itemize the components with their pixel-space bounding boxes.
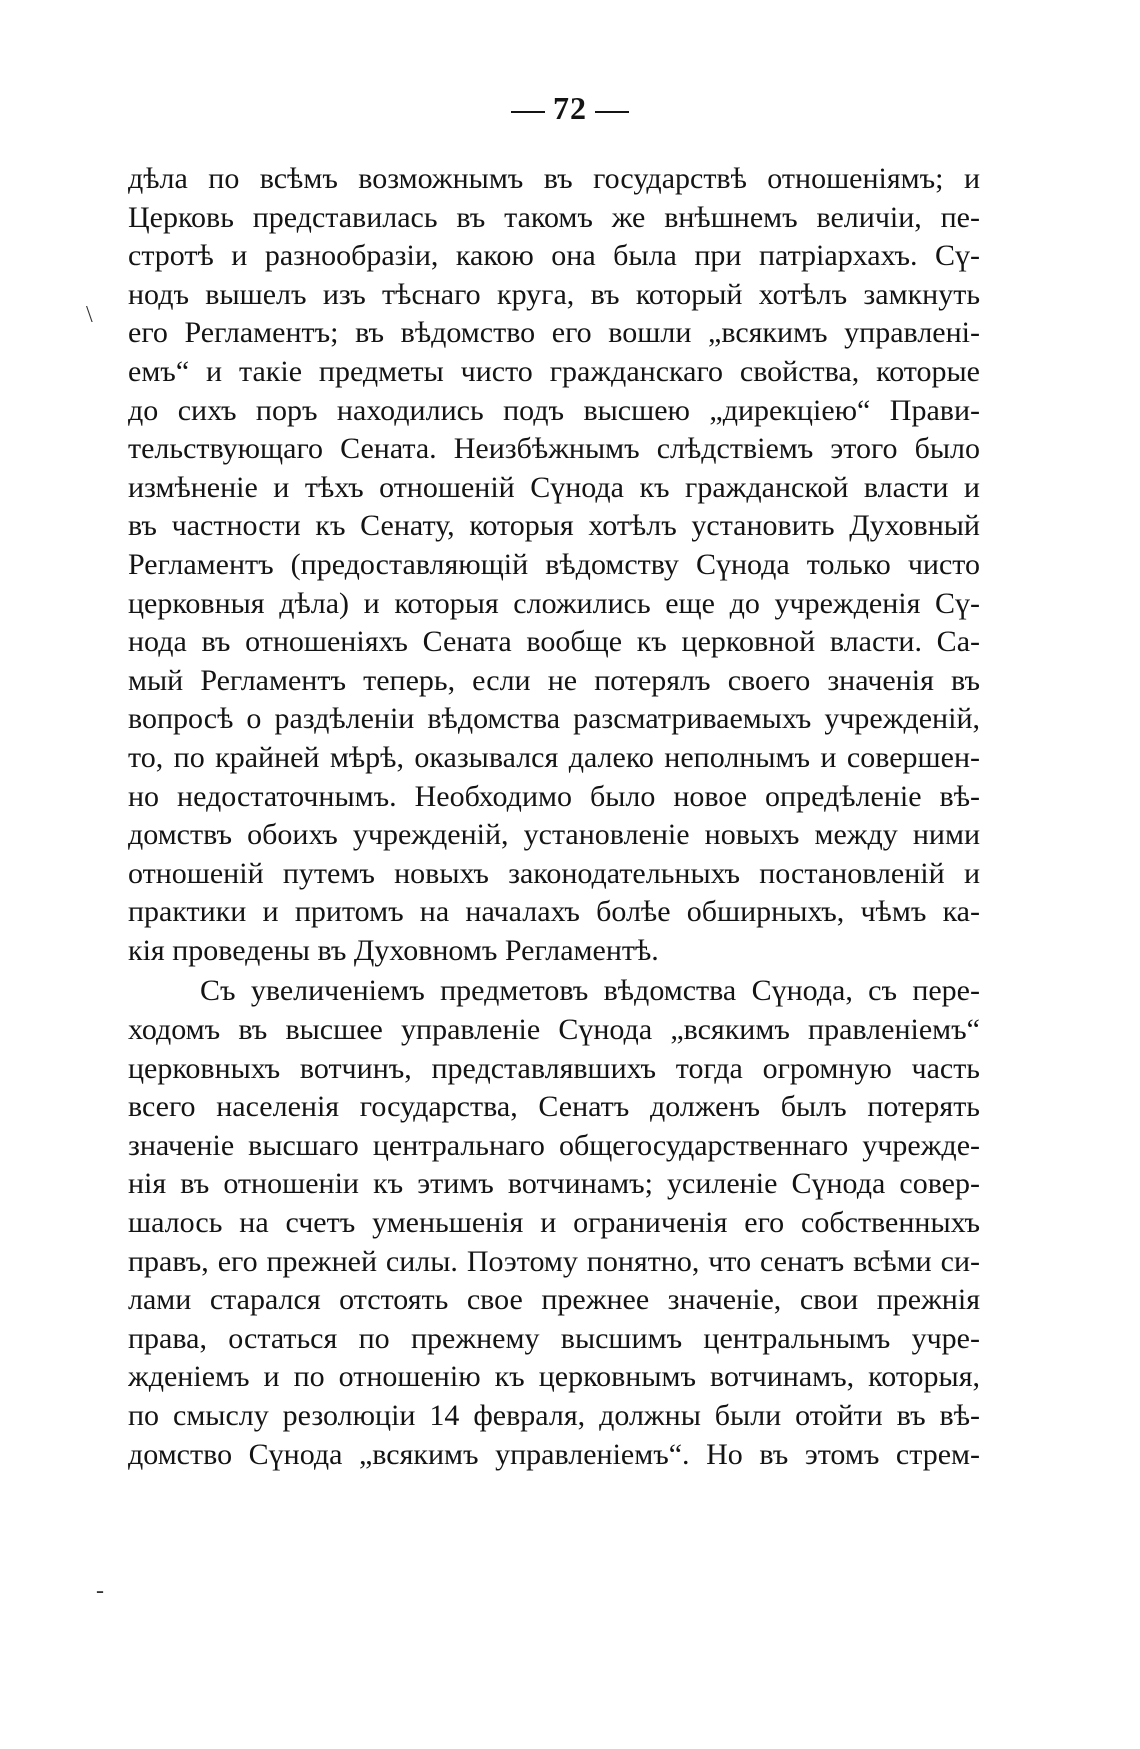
text-line: тельствующаго Сената. Неизбѣжнымъ слѣдствіемъ этого было (128, 432, 980, 466)
text-line: ходомъ въ высшее управленіе Сүнода „всякимъ правленіемъ“ (128, 1013, 980, 1047)
text-line: дѣла по всѣмъ возможнымъ въ государствѣ отношеніямъ; и (128, 162, 980, 195)
text-line: правъ, его прежней силы. Поэтому понятно, что сенатъ всѣми си- (128, 1244, 980, 1278)
text-line: вопросѣ о раздѣленіи вѣдомства разсматриваемыхъ учрежденій, (128, 702, 980, 736)
text-line: то, по крайней мѣрѣ, оказывался далеко неполнымъ и совершен- (128, 740, 980, 774)
right-dash (595, 111, 629, 113)
text-line: домствъ обоихъ учрежденій, установленіе новыхъ между ними (128, 818, 980, 852)
text-line: церковныхъ вотчинъ, представлявшихъ тогда огромную часть (128, 1051, 980, 1085)
text-line: права, остаться по прежнему высшимъ центральнымъ учре- (128, 1321, 980, 1355)
text-line: кія проведены въ Духовномъ Регламентѣ. (128, 933, 659, 967)
text-line: по смыслу резолюціи 14 февраля, должны были отойти въ вѣ- (128, 1399, 980, 1432)
text-line: нія въ отношеніи къ этимъ вотчинамъ; усиленіе Сүнода совер- (128, 1167, 980, 1201)
text-line: нода въ отношеніяхъ Сената вообще къ церковной власти. Са- (128, 625, 980, 659)
text-line: всего населенія государства, Сенатъ долженъ былъ потерять (128, 1090, 980, 1124)
text-line: емъ“ и такіе предметы чисто гражданскаго свойства, которые (128, 354, 980, 388)
margin-mark: \ (86, 302, 93, 328)
text-line: мый Регламентъ теперь, если не потерялъ своего значенія въ (128, 663, 980, 697)
margin-mark: - (96, 1578, 104, 1604)
page-number-header (0, 90, 1140, 127)
text-line: нодъ вышелъ изъ тѣснаго круга, въ который хотѣлъ замкнуть (128, 277, 980, 311)
left-dash (511, 111, 545, 113)
text-line: въ частности къ Сенату, которыя хотѣлъ установить Духовный (128, 509, 980, 543)
text-line: но недостаточнымъ. Необходимо было новое опредѣленіе вѣ- (128, 779, 980, 813)
text-line: значеніе высшаго центральнаго общегосударственнаго учрежде- (128, 1128, 980, 1162)
text-line: церковныя дѣла) и которыя сложились еще до учрежденія Сү- (128, 586, 980, 620)
page-number: 72 (553, 90, 587, 126)
text-line: измѣненіе и тѣхъ отношеній Сүнода къ гражданской власти и (128, 470, 980, 504)
text-line: его Регламентъ; въ вѣдомство его вошли „всякимъ управлені- (128, 316, 980, 350)
text-line: жденіемъ и по отношенію къ церковнымъ вотчинамъ, которыя, (128, 1360, 980, 1394)
text-line: Церковь представилась въ такомъ же внѣшнемъ величіи, пе- (128, 200, 980, 234)
body-text (128, 160, 980, 1474)
paragraph-1 (128, 160, 980, 970)
paragraph-2 (128, 972, 980, 1474)
text-line: шалось на счетъ уменьшенія и ограниченія его собственныхъ (128, 1206, 980, 1240)
text-line: отношеній путемъ новыхъ законодательныхъ постановленій и (128, 856, 980, 890)
text-line: стротѣ и разнообразіи, какою она была при патріархахъ. Сү- (128, 239, 980, 273)
text-line: до сихъ поръ находились подъ высшею „дирекціею“ Прави- (128, 393, 980, 427)
text-line: Регламентъ (предоставляющій вѣдомству Сүнода только чисто (128, 547, 980, 581)
text-line: Съ увеличеніемъ предметовъ вѣдомства Сүнода, съ пере- (200, 974, 980, 1008)
text-line: домство Сүнода „всякимъ управленіемъ“. Но въ этомъ стрем- (128, 1437, 980, 1471)
text-line: практики и притомъ на началахъ болѣе обширныхъ, чѣмъ ка- (128, 895, 980, 929)
text-line: лами старался отстоять свое прежнее значеніе, свои прежнія (128, 1283, 980, 1317)
